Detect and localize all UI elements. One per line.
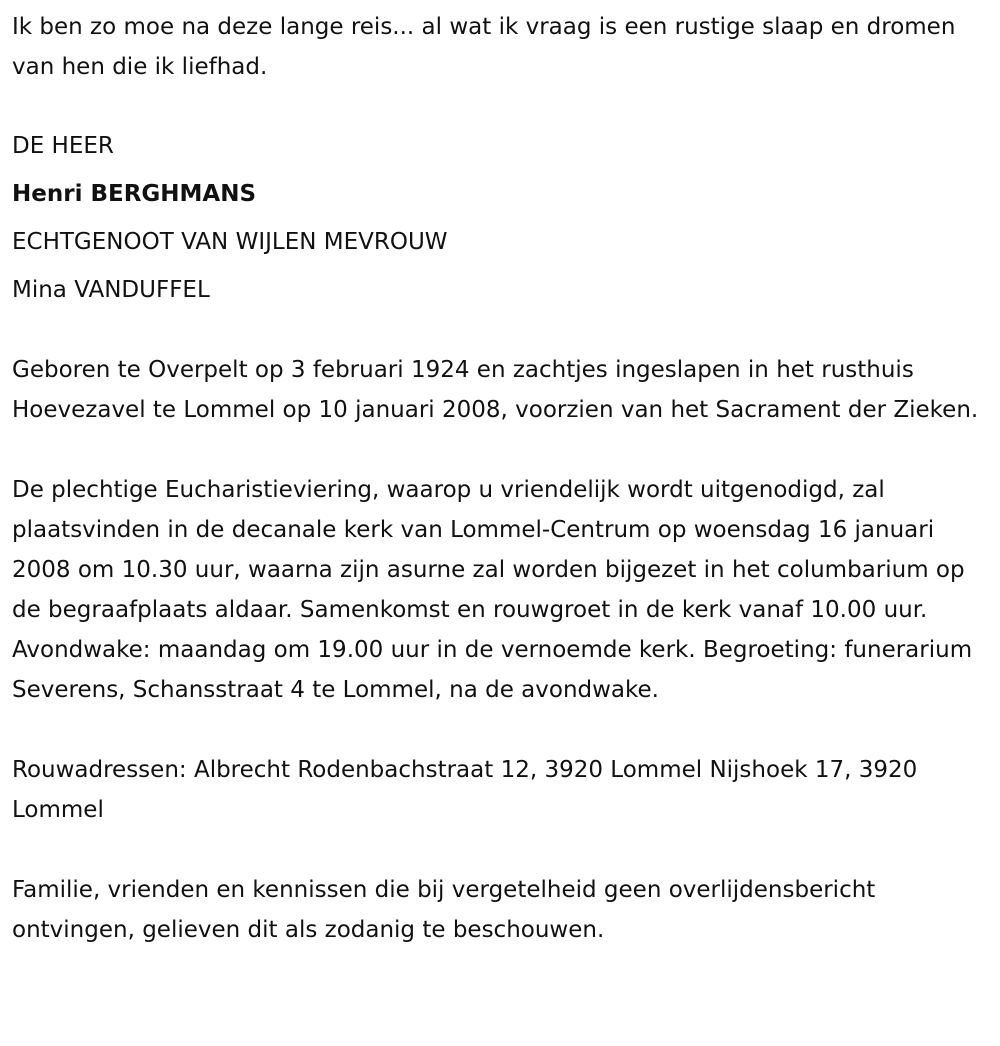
- ceremony-paragraph: De plechtige Eucharistieviering, waarop u vriendelijk wordt uitgenodigd, zal plaatsvinden in de decanale kerk van Lommel-Centrum op woensdag 16 januari 2008 om 10.30 uur, waarna zijn asurne zal worden bijgezet in het columbarium op de begraafplaats aldaar. Samenkomst en rouwgroet in de kerk vanaf 10.00 uur. Avondwake: maandag om 19.00 uur in de vernoemde kerk. Begroeting: funerarium Severens, Schansstraat 4 te Lommel, na de avondwake.: [12, 477, 973, 703]
- title: DE HEER: [12, 133, 114, 159]
- deceased-name: Henri BERGHMANS: [12, 181, 257, 207]
- intro-quote: Ik ben zo moe na deze lange reis... al wat ik vraag is een rustige slaap en dromen van hen die ik liefhad.: [12, 14, 956, 80]
- relation: ECHTGENOOT VAN WIJLEN MEVROUW: [12, 229, 448, 255]
- spouse-name: Mina VANDUFFEL: [12, 277, 210, 303]
- closing-paragraph: Familie, vrienden en kennissen die bij vergetelheid geen overlijdensbericht ontvingen, gelieven dit als zodanig te beschouwen.: [12, 877, 876, 943]
- addresses-paragraph: Rouwadressen: Albrecht Rodenbachstraat 12, 3920 Lommel Nijshoek 17, 3920 Lommel: [12, 757, 918, 823]
- names-block: [12, 122, 988, 314]
- obituary-document: [12, 7, 988, 950]
- birth-death-paragraph: Geboren te Overpelt op 3 februari 1924 en zachtjes ingeslapen in het rusthuis Hoevezavel te Lommel op 10 januari 2008, voorzien van het Sacrament der Zieken.: [12, 357, 979, 423]
